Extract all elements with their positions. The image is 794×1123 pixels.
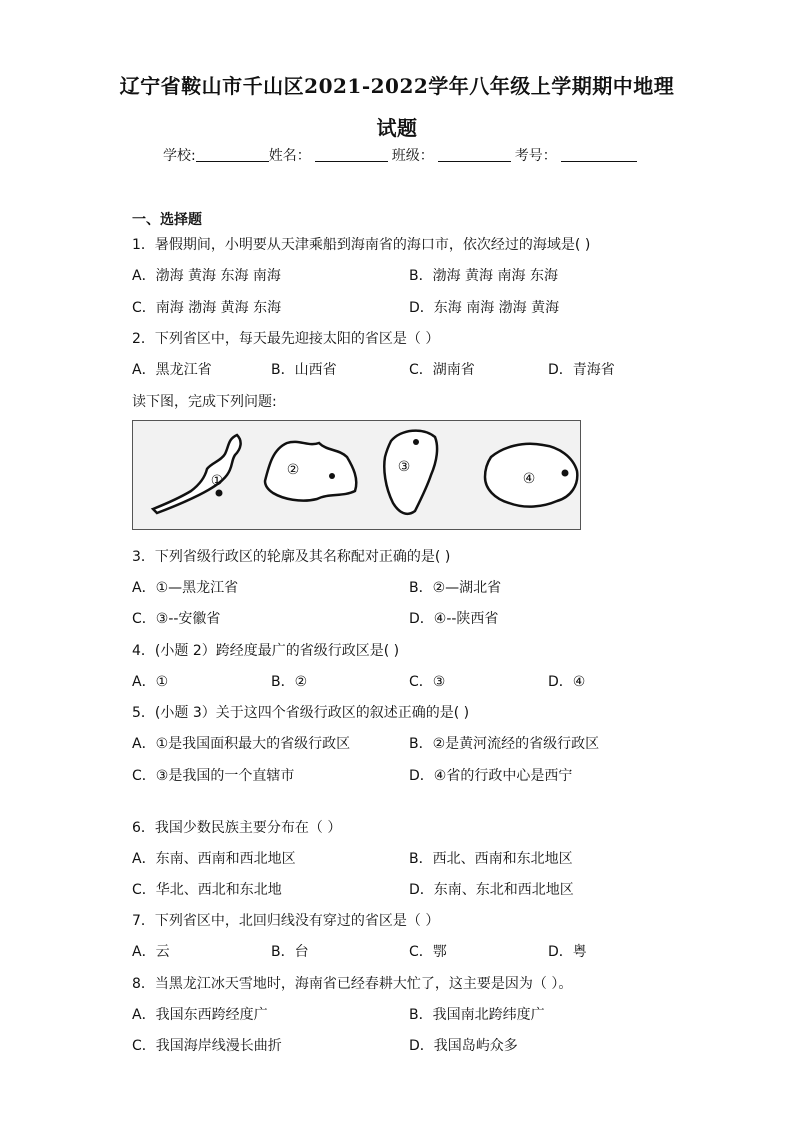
option-a: A．渤海 黄海 东海 南海 <box>132 268 281 284</box>
question-stem: 5．(小题 3）关于这四个省级行政区的叙述正确的是( ) <box>132 705 470 721</box>
province-shape-1 <box>153 435 241 513</box>
question-stem: 4．(小题 2）跨经度最广的省级行政区是( ) <box>132 643 400 659</box>
province-shape-3 <box>384 431 437 514</box>
option-d: D．东海 南海 渤海 黄海 <box>409 300 560 316</box>
question-stem: 2．下列省区中，每天最先迎接太阳的省区是（ ） <box>132 331 440 347</box>
option-d: D．我国岛屿众多 <box>409 1038 518 1054</box>
figure-intro: 读下图，完成下列问题: <box>132 394 277 410</box>
class-label: 班级： <box>391 148 434 164</box>
question-stem: 8．当黑龙江冰天雪地时，海南省已经春耕大忙了，这主要是因为（ ）。 <box>132 976 573 992</box>
province-shape-2 <box>265 442 356 501</box>
capital-dot-4 <box>562 470 569 477</box>
option-b: B．山西省 <box>271 362 337 378</box>
question-stem: 6．我国少数民族主要分布在（ ） <box>132 820 342 836</box>
option-c: C．③ <box>409 674 446 690</box>
capital-dot-1 <box>216 490 223 497</box>
name-label: 姓名： <box>268 148 311 164</box>
page-title: 辽宁省鞍山市千山区2021-2022学年八年级上学期期中地理 <box>119 74 675 98</box>
option-d: D．粤 <box>548 944 587 960</box>
name-blank <box>315 147 388 162</box>
option-d: D．④ <box>548 674 586 690</box>
option-a: A．黑龙江省 <box>132 362 212 378</box>
province-outline-map <box>132 420 581 530</box>
option-a: A．云 <box>132 944 170 960</box>
school-label: 学校: <box>163 148 196 164</box>
school-blank <box>196 147 269 162</box>
option-c: C．南海 渤海 黄海 东海 <box>132 300 282 316</box>
option-c: C．华北、西北和东北地 <box>132 882 282 898</box>
option-b: B．渤海 黄海 南海 东海 <box>409 268 558 284</box>
shape-label-3: ③ <box>397 459 411 475</box>
option-d: D．青海省 <box>548 362 615 378</box>
option-a: A．① <box>132 674 169 690</box>
shape-label-2: ② <box>286 462 300 478</box>
page-title-line2: 试题 <box>376 116 418 140</box>
section-title: 一、选择题 <box>132 212 202 228</box>
number-blank <box>561 147 637 162</box>
question-stem: 7．下列省区中，北回归线没有穿过的省区是（ ） <box>132 913 440 929</box>
option-b: B．西北、西南和东北地区 <box>409 851 573 867</box>
number-label: 考号： <box>514 148 557 164</box>
option-b: B．② <box>271 674 308 690</box>
shape-label-1: ① <box>210 473 224 489</box>
option-b: B．②是黄河流经的省级行政区 <box>409 736 600 752</box>
option-c: C．③是我国的一个直辖市 <box>132 768 295 784</box>
option-a: A．我国东西跨经度广 <box>132 1007 268 1023</box>
option-c: C．我国海岸线漫长曲折 <box>132 1038 282 1054</box>
option-c: C．湖南省 <box>409 362 475 378</box>
question-stem: 3．下列省级行政区的轮廓及其名称配对正确的是( ) <box>132 549 451 565</box>
province-outlines <box>133 421 582 531</box>
option-d: D．东南、东北和西北地区 <box>409 882 574 898</box>
option-b: B．我国南北跨纬度广 <box>409 1007 545 1023</box>
option-c: C．鄂 <box>409 944 447 960</box>
student-info <box>163 145 637 165</box>
capital-dot-2 <box>329 473 335 479</box>
option-c: C．③--安徽省 <box>132 611 221 627</box>
capital-dot-3 <box>413 439 419 445</box>
option-a: A．东南、西南和西北地区 <box>132 851 296 867</box>
option-b: B．②—湖北省 <box>409 580 502 596</box>
option-d: D．④--陕西省 <box>409 611 499 627</box>
option-a: A．①是我国面积最大的省级行政区 <box>132 736 351 752</box>
option-b: B．台 <box>271 944 309 960</box>
question-stem: 1．暑假期间，小明要从天津乘船到海南省的海口市，依次经过的海域是( ) <box>132 237 591 253</box>
option-a: A．①—黑龙江省 <box>132 580 239 596</box>
shape-label-4: ④ <box>522 471 536 487</box>
class-blank <box>438 147 511 162</box>
option-d: D．④省的行政中心是西宁 <box>409 768 573 784</box>
